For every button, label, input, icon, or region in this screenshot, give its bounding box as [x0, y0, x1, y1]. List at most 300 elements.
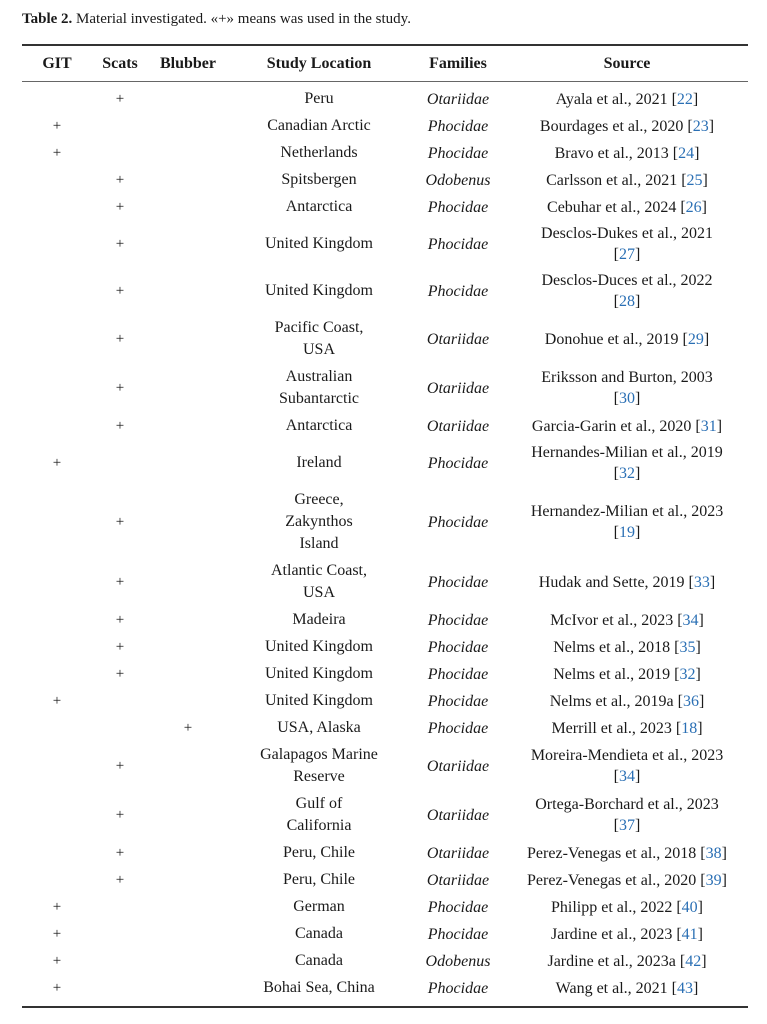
source-text: Perez-Venegas et al., 2020 [ [527, 871, 706, 889]
source-text: Nelms et al., 2019a [ [549, 692, 683, 710]
table-row [22, 268, 748, 315]
study-location-cell [228, 140, 410, 167]
family-cell: Phocidae [427, 573, 489, 591]
study-location-cell [228, 194, 410, 221]
git-cell: + [52, 898, 62, 915]
scats-cell: + [115, 665, 125, 682]
git-cell [22, 634, 92, 661]
study-location-text: Netherlands [280, 144, 358, 161]
source-close-bracket: ] [701, 952, 707, 970]
git-cell: + [52, 692, 62, 709]
scats-cell [92, 140, 148, 167]
study-location-text: Gulf of California [286, 795, 352, 834]
source-cell [506, 364, 748, 413]
study-location-cell [228, 268, 410, 315]
table-row [22, 742, 748, 791]
table-row [22, 661, 748, 688]
blubber-cell [148, 82, 228, 114]
source-close-bracket: ] [693, 979, 699, 997]
git-cell: + [52, 454, 62, 471]
study-location-text: Canadian Arctic [267, 117, 371, 134]
source-close-bracket: ] [701, 198, 707, 216]
table-row [22, 194, 748, 221]
source-cell [506, 894, 748, 921]
source-citation [506, 170, 748, 191]
blubber-cell [148, 948, 228, 975]
table-row [22, 440, 748, 487]
source-close-bracket: ] [635, 768, 641, 785]
reference-link[interactable]: 40 [681, 898, 698, 916]
blubber-cell [148, 113, 228, 140]
source-cell [506, 82, 748, 114]
reference-link[interactable]: 22 [676, 90, 693, 108]
source-citation [506, 870, 748, 891]
family-cell: Otariidae [426, 417, 490, 435]
source-citation [506, 116, 748, 137]
source-cell [506, 948, 748, 975]
study-location-cell [228, 221, 410, 268]
study-location-text: Ireland [296, 454, 342, 471]
scats-cell: + [115, 871, 125, 888]
reference-link[interactable]: 35 [679, 638, 696, 656]
table-row [22, 607, 748, 634]
table-row [22, 867, 748, 894]
table-header-row [22, 45, 748, 82]
study-location-text: Pacific Coast, USA [274, 319, 364, 358]
family-cell: Phocidae [427, 282, 489, 300]
study-location-text: Peru, Chile [283, 871, 355, 888]
family-cell: Phocidae [427, 925, 489, 943]
source-text: Wang et al., 2021 [ [555, 979, 677, 997]
table-row [22, 315, 748, 364]
source-close-bracket: ] [703, 330, 710, 348]
source-text: McIvor et al., 2023 [ [550, 611, 683, 629]
reference-link[interactable]: 32 [619, 465, 635, 482]
study-location-cell [228, 742, 410, 791]
family-cell: Otariidae [426, 844, 490, 862]
git-cell [22, 661, 92, 688]
reference-link[interactable]: 19 [619, 524, 635, 541]
reference-link[interactable]: 36 [682, 692, 699, 710]
blubber-cell: + [183, 719, 193, 736]
source-text: Carlsson et al., 2021 [ [546, 171, 687, 189]
study-location-text: United Kingdom [265, 235, 373, 252]
study-location-cell [228, 82, 410, 114]
study-location-text: Peru [304, 90, 334, 107]
git-cell [22, 268, 92, 315]
table-body [22, 82, 748, 1008]
source-cell [506, 975, 748, 1007]
family-cell: Phocidae [427, 665, 489, 683]
blubber-cell [148, 487, 228, 558]
source-text: Eriksson and Burton, 2003 [ [541, 369, 713, 407]
blubber-cell [148, 558, 228, 607]
source-text: Donohue et al., 2019 [ [544, 330, 688, 348]
table-header [22, 45, 748, 82]
reference-link[interactable]: 33 [693, 573, 710, 591]
study-location-text: Peru, Chile [283, 844, 355, 861]
scats-cell [92, 715, 148, 742]
source-text: Hernandes-Milian et al., 2019 [ [531, 444, 723, 482]
study-location-text: Atlantic Coast, USA [271, 562, 367, 601]
source-cell [506, 315, 748, 364]
study-location-cell [228, 364, 410, 413]
source-citation [532, 270, 722, 312]
source-cell [506, 440, 748, 487]
header-source: Source [603, 55, 651, 72]
blubber-cell [148, 315, 228, 364]
source-text: Ortega-Borchard et al., 2023 [ [535, 796, 719, 834]
source-cell [506, 867, 748, 894]
git-cell: + [52, 117, 62, 134]
source-close-bracket: ] [709, 573, 716, 591]
source-text: Cebuhar et al., 2024 [ [547, 198, 686, 216]
reference-link[interactable]: 41 [681, 925, 698, 943]
source-citation [527, 794, 727, 836]
study-location-text: Bohai Sea, China [263, 979, 375, 996]
study-location-cell [228, 975, 410, 1007]
source-text: Bourdages et al., 2020 [ [539, 117, 693, 135]
git-cell [22, 867, 92, 894]
study-location-cell [228, 167, 410, 194]
family-cell: Phocidae [427, 513, 489, 531]
family-cell: Phocidae [427, 692, 489, 710]
table-row [22, 688, 748, 715]
blubber-cell [148, 140, 228, 167]
study-location-cell [228, 413, 410, 440]
git-cell: + [52, 952, 62, 969]
source-close-bracket: ] [697, 719, 703, 737]
source-citation [506, 416, 748, 437]
source-citation [506, 951, 748, 972]
study-location-cell [228, 715, 410, 742]
reference-link[interactable]: 37 [619, 817, 635, 834]
family-cell: Odobenus [425, 952, 491, 970]
source-citation [506, 843, 748, 864]
reference-link[interactable]: 26 [685, 198, 702, 216]
source-cell [506, 742, 748, 791]
source-close-bracket: ] [635, 390, 641, 407]
blubber-cell [148, 894, 228, 921]
study-location-cell [228, 558, 410, 607]
source-text: Ayala et al., 2021 [ [555, 90, 677, 108]
reference-link[interactable]: 34 [619, 768, 635, 785]
table-caption [22, 9, 411, 29]
table-caption-text: Material investigated. «+» means was used in the study. [72, 11, 411, 27]
family-cell: Phocidae [427, 235, 489, 253]
git-cell [22, 607, 92, 634]
blubber-cell [148, 194, 228, 221]
study-location-text: United Kingdom [265, 638, 373, 655]
scats-cell: + [115, 379, 125, 396]
study-location-text: Canada [295, 925, 343, 942]
scats-cell: + [115, 417, 125, 434]
table-row [22, 975, 748, 1007]
table-row [22, 894, 748, 921]
study-location-text: USA, Alaska [277, 719, 361, 736]
header-study-location: Study Location [266, 55, 372, 72]
source-close-bracket: ] [702, 171, 708, 189]
source-close-bracket: ] [695, 665, 701, 683]
source-citation [527, 745, 727, 787]
study-location-text: Antarctica [285, 198, 353, 215]
git-cell [22, 221, 92, 268]
table-row [22, 791, 748, 840]
study-location-cell [228, 315, 410, 364]
git-cell [22, 487, 92, 558]
reference-link[interactable]: 29 [687, 330, 704, 348]
table-row [22, 715, 748, 742]
source-close-bracket: ] [698, 611, 704, 629]
source-close-bracket: ] [695, 638, 701, 656]
source-cell [506, 634, 748, 661]
blubber-cell [148, 167, 228, 194]
family-cell: Otariidae [426, 330, 490, 348]
source-text: Garcia-Garin et al., 2020 [ [531, 417, 701, 435]
table-caption-label: Table 2. [22, 11, 73, 27]
source-citation [532, 223, 722, 265]
source-cell [506, 487, 748, 558]
source-text: Moreira-Mendieta et al., 2023 [ [530, 747, 724, 785]
table-row [22, 113, 748, 140]
source-text: Nelms et al., 2018 [ [553, 638, 680, 656]
study-location-text: Canada [295, 952, 343, 969]
table-row [22, 948, 748, 975]
source-cell [506, 791, 748, 840]
table-row [22, 413, 748, 440]
git-cell: + [52, 979, 62, 996]
reference-link[interactable]: 38 [705, 844, 722, 862]
study-location-cell [228, 921, 410, 948]
header-blubber: Blubber [159, 55, 216, 72]
git-cell [22, 413, 92, 440]
source-citation [506, 637, 748, 658]
source-citation [506, 610, 748, 631]
study-location-text: Spitsbergen [281, 171, 357, 188]
source-cell [506, 558, 748, 607]
scats-cell [92, 894, 148, 921]
git-cell [22, 167, 92, 194]
blubber-cell [148, 791, 228, 840]
study-location-text: United Kingdom [265, 282, 373, 299]
git-cell [22, 791, 92, 840]
table-row [22, 558, 748, 607]
source-close-bracket: ] [635, 524, 641, 541]
family-cell: Phocidae [427, 454, 489, 472]
source-close-bracket: ] [635, 817, 641, 834]
source-citation [506, 691, 748, 712]
family-cell: Phocidae [427, 144, 489, 162]
reference-link[interactable]: 32 [679, 665, 696, 683]
source-cell [506, 221, 748, 268]
reference-link[interactable]: 28 [619, 293, 635, 310]
git-cell [22, 364, 92, 413]
study-location-cell [228, 487, 410, 558]
reference-link[interactable]: 23 [692, 117, 709, 135]
family-cell: Phocidae [427, 198, 489, 216]
source-cell [506, 840, 748, 867]
git-cell [22, 742, 92, 791]
reference-link[interactable]: 43 [677, 979, 693, 997]
source-citation [506, 143, 748, 164]
scats-cell: + [115, 90, 125, 107]
source-cell [506, 167, 748, 194]
reference-link[interactable]: 18 [681, 719, 698, 737]
family-cell: Otariidae [426, 379, 490, 397]
source-cell [506, 140, 748, 167]
scats-cell [92, 440, 148, 487]
reference-link[interactable]: 42 [685, 952, 702, 970]
table-row [22, 221, 748, 268]
source-citation [506, 924, 748, 945]
study-location-cell [228, 894, 410, 921]
source-text: Hudak and Sette, 2019 [ [538, 573, 694, 591]
scats-cell: + [115, 282, 125, 299]
header-scats: Scats [102, 55, 138, 72]
source-text: Hernandez-Milian et al., 2023 [ [530, 503, 724, 541]
scats-cell: + [115, 844, 125, 861]
source-cell [506, 688, 748, 715]
study-location-text: Galapagos Marine Reserve [260, 746, 378, 785]
git-cell [22, 715, 92, 742]
source-close-bracket: ] [698, 692, 705, 710]
source-citation [506, 664, 748, 685]
source-citation [506, 329, 748, 350]
family-cell: Otariidae [426, 871, 490, 889]
source-text: Philipp et al., 2022 [ [551, 898, 682, 916]
source-close-bracket: ] [697, 925, 703, 943]
blubber-cell [148, 661, 228, 688]
family-cell: Phocidae [427, 898, 489, 916]
source-text: Jardine et al., 2023a [ [547, 952, 686, 970]
blubber-cell [148, 742, 228, 791]
source-citation [506, 197, 748, 218]
git-cell [22, 558, 92, 607]
study-location-text: German [293, 898, 345, 915]
study-location-text: Australian Subantarctic [279, 368, 359, 407]
table-row [22, 921, 748, 948]
header-families: Families [429, 55, 487, 72]
family-cell: Odobenus [425, 171, 491, 189]
scats-cell [92, 921, 148, 948]
source-cell [506, 194, 748, 221]
family-cell: Phocidae [427, 611, 489, 629]
reference-link[interactable]: 31 [700, 417, 717, 435]
study-location-text: United Kingdom [265, 692, 373, 709]
source-text: Jardine et al., 2023 [ [551, 925, 682, 943]
source-close-bracket: ] [635, 293, 641, 310]
family-cell: Phocidae [427, 638, 489, 656]
family-cell: Phocidae [427, 979, 489, 997]
source-cell [506, 268, 748, 315]
scats-cell: + [115, 638, 125, 655]
study-location-cell [228, 867, 410, 894]
table-row [22, 634, 748, 661]
study-location-text: Madeira [292, 611, 346, 628]
blubber-cell [148, 867, 228, 894]
study-location-cell [228, 113, 410, 140]
source-citation [522, 442, 732, 484]
source-close-bracket: ] [716, 417, 723, 435]
table-row [22, 840, 748, 867]
source-citation [506, 978, 748, 999]
study-location-cell [228, 791, 410, 840]
source-close-bracket: ] [708, 117, 715, 135]
source-text: Bravo et al., 2013 [ [554, 144, 679, 162]
material-table [22, 44, 748, 1008]
scats-cell: + [115, 806, 125, 823]
blubber-cell [148, 921, 228, 948]
blubber-cell [148, 413, 228, 440]
source-citation [506, 897, 748, 918]
source-citation [506, 89, 748, 110]
scats-cell: + [115, 573, 125, 590]
source-close-bracket: ] [697, 898, 703, 916]
git-cell: + [52, 144, 62, 161]
table-row [22, 140, 748, 167]
scats-cell: + [115, 611, 125, 628]
scats-cell: + [115, 757, 125, 774]
table-row [22, 487, 748, 558]
source-close-bracket: ] [721, 844, 727, 862]
reference-link[interactable]: 30 [619, 390, 635, 407]
source-citation [506, 718, 748, 739]
source-cell [506, 113, 748, 140]
scats-cell [92, 113, 148, 140]
study-location-text: Greece, Zakynthos Island [285, 491, 353, 552]
reference-link[interactable]: 25 [686, 171, 703, 189]
blubber-cell [148, 268, 228, 315]
table-row [22, 167, 748, 194]
blubber-cell [148, 634, 228, 661]
git-cell [22, 194, 92, 221]
source-close-bracket: ] [635, 246, 641, 263]
study-location-cell [228, 661, 410, 688]
table-row [22, 364, 748, 413]
study-location-cell [228, 688, 410, 715]
source-cell [506, 921, 748, 948]
blubber-cell [148, 221, 228, 268]
scats-cell: + [115, 171, 125, 188]
reference-link[interactable]: 39 [705, 871, 722, 889]
scats-cell [92, 688, 148, 715]
scats-cell [92, 975, 148, 1007]
family-cell: Otariidae [426, 757, 490, 775]
git-cell [22, 315, 92, 364]
source-citation [506, 572, 748, 593]
source-close-bracket: ] [694, 144, 700, 162]
study-location-cell [228, 948, 410, 975]
source-cell [506, 715, 748, 742]
source-close-bracket: ] [721, 871, 727, 889]
header-git: GIT [42, 55, 72, 72]
git-cell: + [52, 925, 62, 942]
reference-link[interactable]: 24 [678, 144, 695, 162]
study-location-cell [228, 634, 410, 661]
reference-link[interactable]: 27 [619, 246, 635, 263]
git-cell [22, 840, 92, 867]
source-text: Perez-Venegas et al., 2018 [ [527, 844, 706, 862]
reference-link[interactable]: 34 [682, 611, 699, 629]
blubber-cell [148, 688, 228, 715]
git-cell [22, 82, 92, 114]
source-citation [532, 367, 722, 409]
study-location-cell [228, 440, 410, 487]
source-cell [506, 661, 748, 688]
study-location-cell [228, 607, 410, 634]
source-close-bracket: ] [692, 90, 699, 108]
study-location-text: Antarctica [285, 417, 353, 434]
